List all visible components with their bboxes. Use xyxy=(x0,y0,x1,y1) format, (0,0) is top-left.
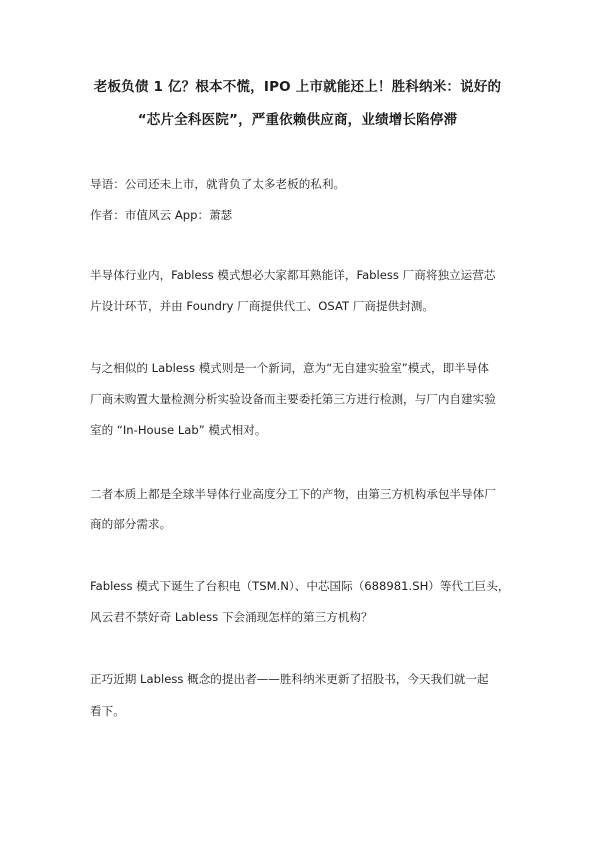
article-title-line-2: “芯片全科医院”，严重依赖供应商，业绩增长陷停滞 xyxy=(137,112,458,128)
article-lead: 导语：公司还未上市，就背负了太多老板的私利。 xyxy=(90,177,346,191)
paragraph-4-line-2: 风云君不禁好奇 Labless 下会涌现怎样的第三方机构？ xyxy=(90,610,373,624)
paragraph-5-line-1: 正巧近期 Labless 概念的提出者——胜科纳米更新了招股书，今天我们就一起 xyxy=(90,672,489,686)
paragraph-3-line-2: 商的部分需求。 xyxy=(90,517,172,531)
paragraph-1-line-1: 半导体行业内，Fabless 模式想必大家都耳熟能详，Fabless 厂商将独立运营芯 xyxy=(90,268,496,282)
article-title-line-1: 老板负债 1 亿？根本不慌，IPO 上市就能还上！胜科纳米：说好的 xyxy=(93,79,502,95)
paragraph-5-line-2: 看下。 xyxy=(90,704,125,718)
paragraph-2-line-1: 与之相似的 Labless 模式则是一个新词，意为“无自建实验室”模式，即半导体 xyxy=(90,361,489,375)
paragraph-2-line-2: 厂商未购置大量检测分析实验设备而主要委托第三方进行检测，与厂内自建实验 xyxy=(90,392,496,406)
paragraph-2-line-3: 室的 “In-House Lab” 模式相对。 xyxy=(90,423,267,437)
paragraph-4-line-1: Fabless 模式下诞生了台积电（TSM.N）、中芯国际（688981.SH）等代工巨头， xyxy=(90,579,510,593)
article-author: 作者：市值风云 App：萧瑟 xyxy=(90,208,233,222)
paragraph-1-line-2: 片设计环节，并由 Foundry 厂商提供代工、OSAT 厂商提供封测。 xyxy=(90,299,434,313)
paragraph-3-line-1: 二者本质上都是全球半导体行业高度分工下的产物，由第三方机构承包半导体厂 xyxy=(90,487,496,501)
